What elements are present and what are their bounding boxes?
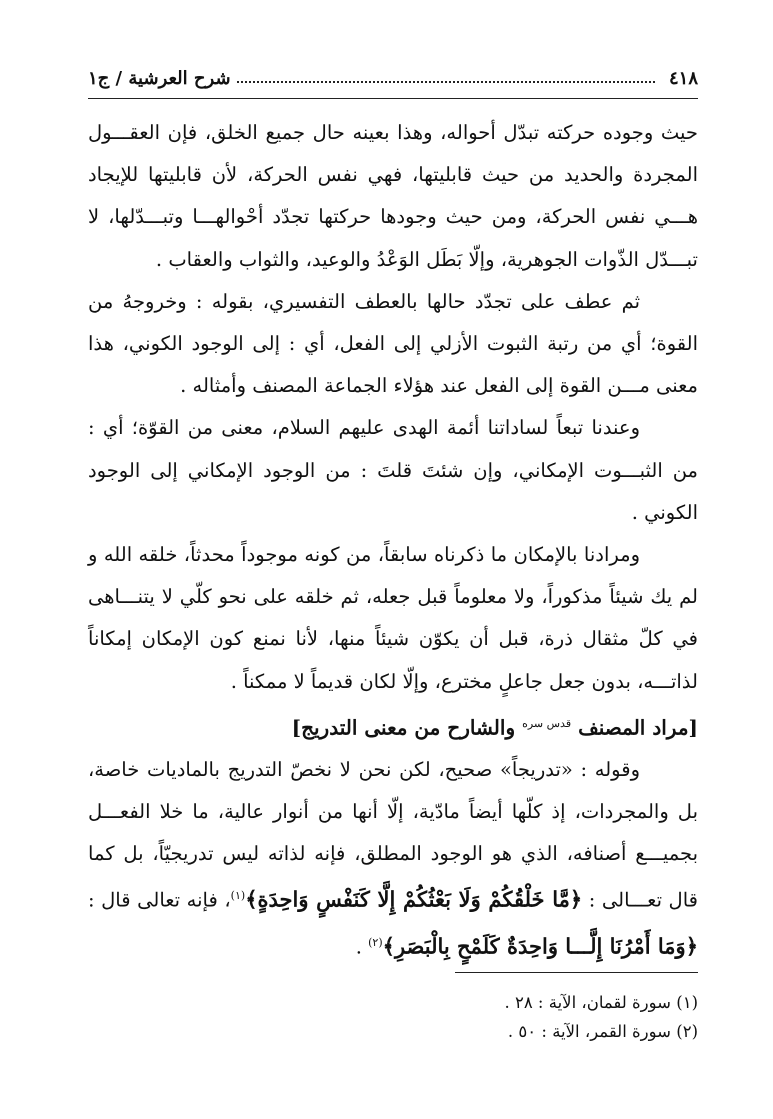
page-body	[88, 112, 698, 969]
running-title: شرح العرشية / ج١	[88, 67, 231, 89]
quran-verse-2: ﴿وَمَا أَمْرُنَا إِلَّـــا وَاحِدَةٌ كَلَمْحٍ بِالْبَصَرِ﴾	[382, 933, 698, 959]
paragraph-1: حيث وجوده حركته تبدّل أحواله، وهذا بعينه حال جميع الخلق، فإن العقـــول المجردة والحديد من حيث قابليتها، فهي نفس الحركة، لأن قابليتها للإيجاد هـــي نفس الحركة، ومن حيث وجودها حركتها تجدّد أحْوالهـــا وتبـــدّلها، لا تبـــدّل الذّوات الجوهرية، وإلّا بَطَل الوَعْدُ والوعيد، والثواب والعقاب .	[88, 121, 698, 271]
paragraph-5-between: ، فإنه تعالى قال :	[88, 888, 231, 912]
heading-open-bracket: [	[688, 715, 698, 740]
footnote-2: (٢) سورة القمر، الآية : ٥٠ .	[507, 1022, 698, 1041]
footnote-ref-1: (١)	[230, 889, 246, 903]
paragraph-5	[88, 749, 698, 969]
paragraph-5-end: .	[355, 935, 369, 959]
header-leader-dots	[237, 81, 655, 83]
heading-rest: والشارح من معنى التدريج	[301, 715, 516, 740]
footnotes	[398, 988, 698, 1046]
quran-verse-1: ﴿مَّا خَلْقُكُمْ وَلَا بَعْثُكُمْ إِلَّا كَنَفْسٍ وَاحِدَةٍ﴾	[245, 886, 583, 912]
page-number: ٤١٨	[668, 67, 698, 89]
footnote-separator	[455, 972, 698, 973]
footnote-ref-2: (٢)	[368, 936, 383, 950]
paragraph-4: ومرادنا بالإمكان ما ذكرناه سابقاً، من كونه موجوداً محدثاً، خلقه الله و لم يك شيئاً مذكوراً، ولا معلوماً قبل جعله، ثم خلقه على نحو كلّي لا يتنـــاهى في كلّ مثقال ذرة، قبل أن يكوّن شيئاً منها، لأنا نمنع كون الإمكان إمكاناً لذاتـــه، بدون جعل جاعلٍ مخترع، وإلّا لكان قديماً لا ممكناً .	[88, 543, 698, 693]
paragraph-5-intro: وقوله : «تدريجاً» صحيح، لكن نحن لا نخصّ التدريج بالماديات خاصة، بل والمجردات، إذ كلّها أيضاً مادّية، إلّا أنها من أنوار عالية، ما خلا الفعـــل بجميـــع أصنافه، الذي هو الوجود المطلق، فإنه لذاته ليس تدريجيّاً، بل كما قال تعـــالى :	[88, 757, 698, 912]
header-rule	[88, 98, 698, 99]
heading-honorific: قدس سره	[522, 716, 572, 730]
section-heading	[88, 703, 698, 749]
heading-text: مراد المصنف	[578, 715, 689, 740]
paragraph-3: وعندنا تبعاً لساداتنا أئمة الهدى عليهم السلام، معنى من القوّة؛ أي : من الثبـــوت الإمكاني، وإن شئتَ قلتَ : من الوجود الإمكاني إلى الوجود الكوني .	[88, 416, 698, 524]
paragraph-2: ثم عطف على تجدّد حالها بالعطف التفسيري، بقوله : وخروجهُ من القوة؛ أي من رتبة الثبوت الأزلي إلى الفعل، أي : إلى الوجود الكوني، هذا معنى مـــن القوة إلى الفعل عند هؤلاء الجماعة المصنف وأمثاله .	[88, 289, 698, 398]
footnote-1: (١) سورة لقمان، الآية : ٢٨ .	[504, 993, 698, 1012]
page-header	[88, 58, 698, 98]
heading-close-bracket: ]	[291, 715, 302, 740]
